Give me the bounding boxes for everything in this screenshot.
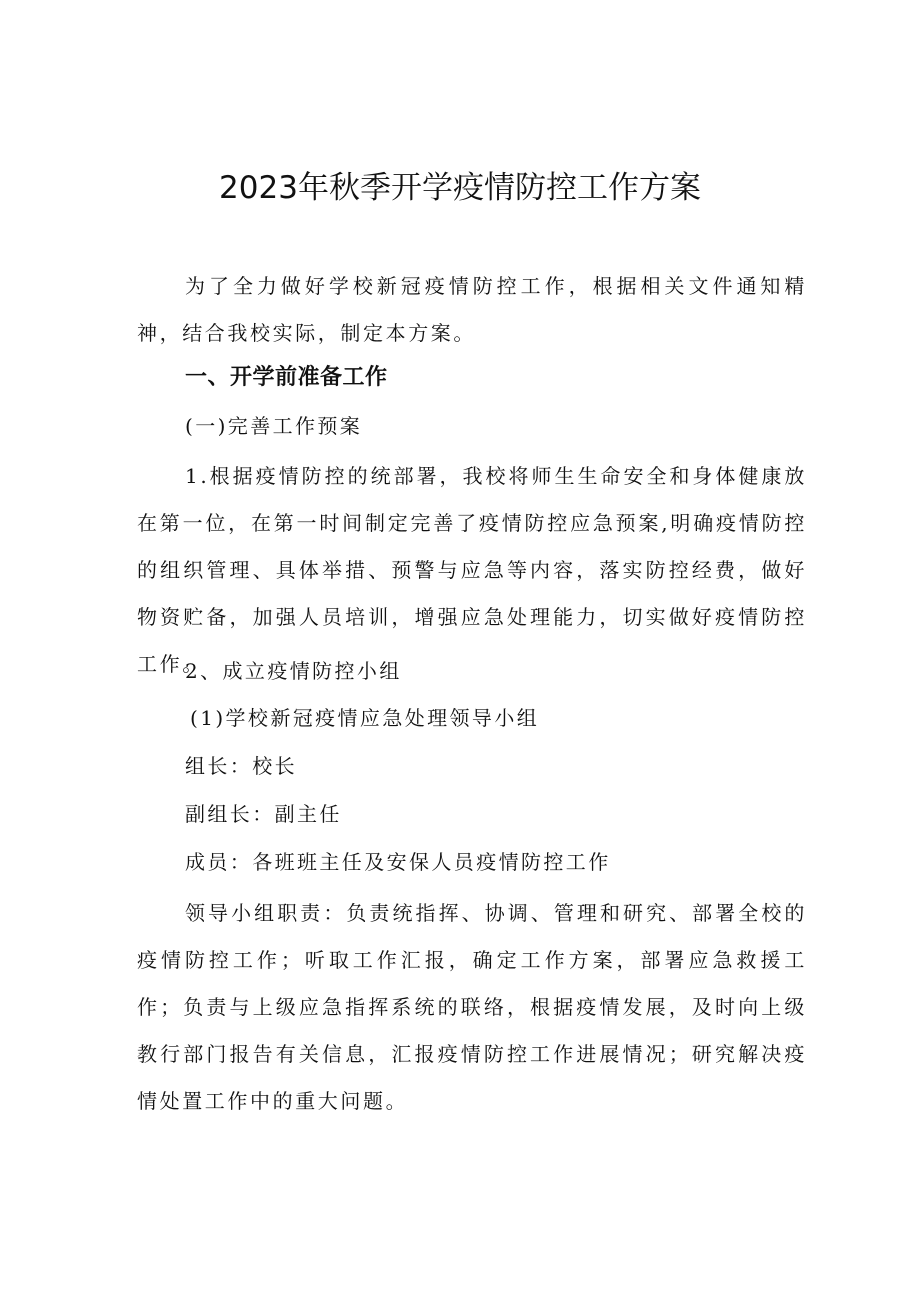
vice-leader-line: 副组长：副主任 <box>185 802 342 826</box>
duties-paragraph: 领导小组职责：负责统指挥、协调、管理和研究、部署全校的疫情防控工作；听取工作汇报，确定工作方案，部署应急救援工作；负责与上级应急指挥系统的联络，根据疫情发展，及时向上级教行部门报告有关信息，汇报疫情防控工作进展情况；研究解决疫情处置工作中的重大问题。 <box>137 901 807 1113</box>
members-line: 成员：各班班主任及安保人员疫情防控工作 <box>185 850 611 874</box>
section-heading-preparation: 一、开学前准备工作 <box>185 365 388 390</box>
group-leader-line: 组长：校长 <box>185 754 297 778</box>
group-1-title: (1)学校新冠疫情应急处理领导小组 <box>190 706 540 730</box>
item-2-heading: 2、成立疫情防控小组 <box>185 659 402 683</box>
subsection-heading-plan: (一)完善工作预案 <box>185 414 363 438</box>
item-1-paragraph: 1.根据疫情防控的统部署，我校将师生生命安全和身体健康放在第一位，在第一时间制定完善了疫情防控应急预案,明确疫情防控的组织管理、具体举措、预警与应急等内容，落实防控经费，做好物资贮备，加强人员培训，增强应急处理能力，切实做好疫情防控工作。 <box>137 464 807 676</box>
document-title: 2023年秋季开学疫情防控工作方案 <box>219 170 701 206</box>
intro-paragraph: 为了全力做好学校新冠疫情防控工作，根据相关文件通知精神，结合我校实际，制定本方案。 <box>137 274 807 345</box>
